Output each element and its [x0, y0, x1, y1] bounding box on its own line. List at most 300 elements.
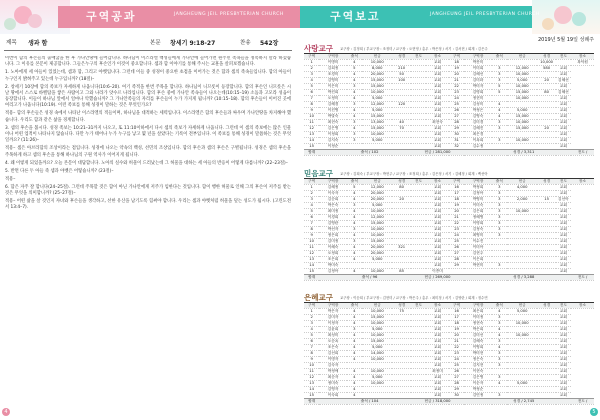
cell-place: 이종미 — [426, 269, 449, 275]
column-header-offering: 헌금 — [507, 54, 538, 60]
cell-leader: 박정은 — [464, 108, 491, 114]
cell-evangelism: 교회 — [556, 363, 571, 369]
cell-place: 교회 — [426, 90, 449, 96]
cell-district: 14 — [304, 138, 319, 144]
cell-leader: 김미경 — [464, 120, 491, 126]
cell-leader: 이정자 — [319, 321, 346, 327]
cell-attendance: 4 — [347, 72, 362, 78]
column-header-district: 구역 — [449, 54, 464, 60]
report-table — [304, 303, 594, 405]
section-header — [304, 293, 594, 303]
column-header-district: 구역 — [449, 303, 464, 309]
cell-evangelism: 교회 — [556, 221, 571, 227]
cell-place: 교회 — [426, 321, 449, 327]
cell-district: 11 — [304, 369, 319, 375]
cell-leader: 김영미 — [319, 78, 346, 84]
cell-place: 최현숙 — [426, 120, 449, 126]
cell-attendance: 4 — [347, 126, 362, 132]
cell-leader: 김희정 — [319, 66, 346, 72]
cell-district: 4 — [304, 78, 319, 84]
cell-place: 교회 — [426, 345, 449, 351]
cell-place: 교회 — [426, 309, 449, 315]
section-header — [304, 44, 594, 54]
total-cell — [464, 275, 491, 281]
cell-place: 교회 — [426, 138, 449, 144]
cell-leader: 이정희 — [319, 132, 346, 138]
cell-place: 교회 — [426, 197, 449, 203]
sermon-paragraph: 적용– — [5, 176, 16, 182]
column-header-offering: 헌금 — [507, 179, 538, 185]
cell-leader: 오정희 — [319, 251, 346, 257]
cell-evangelism: 교회 — [556, 191, 571, 197]
cell-leader: 김혜숙 — [464, 339, 491, 345]
cell-leader: 이은미 — [319, 84, 346, 90]
cell-evangelism: 교회 — [556, 84, 571, 90]
cell-bible: 75 — [392, 309, 410, 315]
cell-bible: 85 — [392, 269, 410, 275]
cell-leader: 김영숙 — [464, 114, 491, 120]
sermon-banner-title: 구역공과 — [86, 10, 137, 23]
cell-leader: 박정순 — [464, 387, 491, 393]
cell-attendance: 3 — [492, 233, 507, 239]
cell-evangelism: 교회 — [556, 369, 571, 375]
cell-district: 19 — [449, 203, 464, 209]
cell-bible: 40 — [392, 120, 410, 126]
cell-district: 22 — [449, 221, 464, 227]
cell-district: 20 — [449, 72, 464, 78]
column-header-place: 장소 — [571, 54, 594, 60]
cell-leader: 김은영 — [319, 126, 346, 132]
cell-place: 교회 — [426, 375, 449, 381]
sermon-paragraph: 6. 함은 자주 잘 합니다(24–25절). 그런데 주목할 것은 함이 아닌 가나안에게 저주가 임한다는 것입니다. 함이 행한 허물로 인해 그의 후손이 저주를 받는 것은 무엇을 의미합니까? (25–27절)– — [5, 184, 291, 196]
cell-attendance: 4 — [347, 96, 362, 102]
cell-leader: 박정애 — [319, 369, 346, 375]
cell-evangelism: 교회 — [556, 315, 571, 321]
cell-attendance: 3 — [347, 120, 362, 126]
cell-evangelism: 교회 — [556, 72, 571, 78]
total-cell — [556, 150, 571, 156]
cell-bible: 580 — [537, 66, 555, 72]
cell-attendance: 4 — [492, 381, 507, 387]
cell-offering: 10,000 — [362, 333, 393, 339]
cell-bible: 20 — [537, 78, 555, 84]
sermon-paragraph: 1. 노아에게 세 아들이 있었는데, 셈과 함, 그리고 야벳입니다. 그런데 이들 중 성경이 중요한 초점을 이어가는 것은 함과 셈의 족속들입니다. 함의 아들이 누구인지 밝혀주고 있는데 누구입니까? (18절)– — [5, 70, 291, 82]
cell-offering: 5,000 — [362, 345, 393, 351]
cell-attendance: 4 — [347, 114, 362, 120]
cell-evangelism: 교회 — [556, 227, 571, 233]
cell-place: 교회 — [426, 315, 449, 321]
cell-district: 29 — [449, 263, 464, 269]
cell-attendance: 3 — [492, 78, 507, 84]
cell-offering: 13,000 — [362, 120, 393, 126]
column-header-bible: 성경 — [537, 179, 555, 185]
cell-attendance: 4 — [347, 351, 362, 357]
cell-leader: 김순희 — [319, 197, 346, 203]
subject-label: 제목 — [6, 40, 17, 46]
cell-district: 23 — [449, 90, 464, 96]
cell-place: 교회 — [426, 78, 449, 84]
cell-district: 10 — [304, 239, 319, 245]
cell-attendance: 3 — [347, 102, 362, 108]
cell-district: 16 — [449, 309, 464, 315]
cell-offering: 14,000 — [362, 351, 393, 357]
cell-offering: 10,000 — [362, 381, 393, 387]
total-cell: 성경 / 3,288 — [492, 275, 556, 281]
cell-offering: 12,000 — [362, 102, 393, 108]
cell-leader: 오순옥 — [319, 339, 346, 345]
cell-leader: 조은숙 — [319, 345, 346, 351]
cell-offering: 5,000 — [507, 381, 538, 387]
cell-leader: 최은경 — [464, 132, 491, 138]
cell-attendance: 3 — [492, 203, 507, 209]
cell-district: 13 — [304, 257, 319, 263]
cell-offering: 8,000 — [362, 66, 393, 72]
cell-evangelism: 교회 — [556, 309, 571, 315]
cell-place: 교회 — [426, 339, 449, 345]
cell-leader: 김정아 — [464, 191, 491, 197]
cell-evangelism: 김선아 — [556, 197, 571, 203]
cell-district: 21 — [449, 215, 464, 221]
cell-leader: 이영희 — [464, 345, 491, 351]
report-table — [304, 179, 594, 281]
cell-bible: 70 — [392, 126, 410, 132]
cell-offering: 12,000 — [362, 215, 393, 221]
cell-district: 13 — [304, 381, 319, 387]
cell-evangelism: 교회 — [556, 239, 571, 245]
cell-district: 26 — [449, 369, 464, 375]
cell-evangelism: 교회 — [556, 251, 571, 257]
total-row — [304, 275, 594, 281]
cell-attendance: 4 — [347, 269, 362, 275]
cell-attendance: 3 — [492, 221, 507, 227]
cell-leader: 김지현 — [464, 363, 491, 369]
column-header-leader: 구역장 — [464, 179, 491, 185]
cell-leader: 박은자 — [319, 309, 346, 315]
column-header-offering: 헌금 — [362, 303, 393, 309]
cell-leader: 정현미 — [464, 96, 491, 102]
column-header-leader: 구역장 — [464, 303, 491, 309]
sermon-paragraph: 3. 셈의 후손을 봅시다. 성경 족보는 10:21–31까지 나오고, 또 11:10이하에서 다시 셈의 족보가 자세하게 나옵니다. 그런데 이 셈의 족보에는 많은 인물이나 어떤 업적이 나타나지 않습니다. 다만 누가 태어나 누가 누구를 낳고 몇 년을 살았다는 기록이 전부입니다. 이 족보를 통해 성경이 말씀하는 것은 무엇일까요? (11:26)– — [5, 125, 291, 144]
cell-district: 8 — [304, 102, 319, 108]
cell-place: 최정미 — [426, 369, 449, 375]
cell-attendance: 4 — [347, 215, 362, 221]
cell-district: 7 — [304, 345, 319, 351]
cell-attendance: 3 — [492, 209, 507, 215]
cell-attendance: 3 — [492, 138, 507, 144]
cell-offering: 15,000 — [507, 114, 538, 120]
cell-district: 30 — [449, 132, 464, 138]
cell-district: 2 — [304, 191, 319, 197]
cell-district: 28 — [449, 120, 464, 126]
column-header-leader: 구역장 — [464, 54, 491, 60]
cell-leader: 이숙희 — [319, 393, 346, 399]
cell-place: 교회 — [426, 144, 449, 150]
cell-attendance: 4 — [347, 221, 362, 227]
cell-attendance: 3 — [492, 227, 507, 233]
cell-district: 21 — [449, 339, 464, 345]
cell-evangelism: 교회 — [556, 114, 571, 120]
cell-evangelism: 교회 — [556, 108, 571, 114]
cell-place: 교회 — [426, 263, 449, 269]
cell-offering: 10,000 — [362, 209, 393, 215]
column-header-district: 구역 — [449, 179, 464, 185]
cell-leader: 이미정 — [464, 315, 491, 321]
total-cell: 합계 — [304, 150, 319, 156]
cell-district: 27 — [449, 251, 464, 257]
cell-district: 25 — [449, 239, 464, 245]
cell-offering: 10,000 — [362, 357, 393, 363]
cell-offering: 20,000 — [362, 245, 393, 251]
cell-district: 22 — [449, 345, 464, 351]
section-officers: 교구장 : 김희숙 / 부교구장 : 박현주 / 교구장 : 조정희 / 총무 : 김은정 / 서기 : 김혜정 / 회계 : 백선아 — [340, 172, 488, 176]
cell-leader: 김혜경 — [319, 102, 346, 108]
cell-evangelism: 교회 — [556, 102, 571, 108]
cell-district: 14 — [304, 387, 319, 393]
cell-district: 9 — [304, 357, 319, 363]
cell-district: 30 — [449, 393, 464, 399]
cell-offering: 10,000 — [507, 321, 538, 327]
cell-bible: 120 — [392, 102, 410, 108]
column-header-offering: 헌금 — [507, 303, 538, 309]
total-cell — [556, 399, 571, 405]
cell-attendance: 3 — [492, 66, 507, 72]
cell-district: 16 — [449, 185, 464, 191]
cell-place: 교회 — [426, 84, 449, 90]
cell-attendance: 3 — [492, 120, 507, 126]
cell-attendance: 4 — [492, 345, 507, 351]
cell-place: 교회 — [426, 72, 449, 78]
cell-leader: 오정미 — [319, 96, 346, 102]
cell-leader: 이미아 — [464, 245, 491, 251]
cell-evangelism: 김혜선 — [556, 90, 571, 96]
cell-place: 복덕원 — [571, 60, 594, 66]
sermon-paragraph: 적용– 함의 후손들은 성경 속에서 나타난 이스라엘의 적들이며, 하나님을 대적하는 세력입니다. 이스라엘은 함의 후손들과 싸우며 가나안땅을 차지해야 했습니다. 우리도 함과 같은 삶을 경계합니다. — [5, 111, 291, 123]
cell-attendance: 3 — [492, 185, 507, 191]
column-header-leader: 구역장 — [319, 179, 346, 185]
cell-leader: 김미자 — [319, 315, 346, 321]
cell-evangelism: 교회 — [556, 126, 571, 132]
report-banner-subtitle: JANGHEUNG JEIL PRESBYTERIAN CHURCH — [430, 12, 540, 17]
cell-leader: 박선자 — [319, 227, 346, 233]
cell-bible: 80 — [392, 185, 410, 191]
cell-bible: 321 — [392, 245, 410, 251]
cell-district: 17 — [449, 315, 464, 321]
column-header-bible: 성경 — [392, 303, 410, 309]
cell-evangelism: 교회 — [556, 233, 571, 239]
cell-offering: 10,000 — [362, 60, 393, 66]
cell-evangelism: 교회 — [556, 209, 571, 215]
sermon-paragraph: 이번이 함의 후손들의 출애굽을 한 후 가나안땅에 들어갑니다. 하나님이 이스라엘 백성들에게 가나안에 들어가면 원주민 족속들을 정복하지 말라 하셨습니다. 그 이유를 본문이 제공합니다. 그들은누구의 후손인가 이것이 중요합니다. 셈과 함 이야기를 통해 주시는 교훈을 살펴보겠습니다. — [5, 56, 291, 68]
cell-leader: 김혜진 — [464, 126, 491, 132]
cell-offering: 15,000 — [507, 126, 538, 132]
cell-evangelism: 교회 — [556, 185, 571, 191]
total-cell: 헌금 / 318,000 — [411, 399, 464, 405]
cell-district: 29 — [449, 126, 464, 132]
cell-district: 18 — [449, 197, 464, 203]
column-header-place: 장소 — [426, 54, 449, 60]
total-cell — [556, 275, 571, 281]
cell-leader: 김은영 — [464, 375, 491, 381]
cell-district: 27 — [449, 375, 464, 381]
cell-leader: 이경희 — [319, 215, 346, 221]
cell-place: 교회 — [426, 251, 449, 257]
cell-place: 교회 — [426, 96, 449, 102]
section-name: 은혜교구 — [304, 293, 333, 302]
cell-leader: 김은희 — [464, 209, 491, 215]
cell-district: 13 — [304, 132, 319, 138]
cell-leader: 정은희 — [319, 233, 346, 239]
cell-leader: 김정아 — [319, 269, 346, 275]
cell-offering: 15,000 — [507, 90, 538, 96]
cell-district: 4 — [304, 327, 319, 333]
total-cell — [319, 275, 346, 281]
total-cell: 헌금 / 269,000 — [411, 275, 464, 281]
cell-district: 28 — [449, 381, 464, 387]
cell-attendance: 4 — [492, 309, 507, 315]
cell-leader: 정현숙 — [464, 321, 491, 327]
cell-district: 6 — [304, 339, 319, 345]
cell-attendance: 4 — [347, 321, 362, 327]
column-header-bible: 성경 — [392, 179, 410, 185]
cell-offering: 10,000 — [507, 120, 538, 126]
cell-district: 1 — [304, 185, 319, 191]
cell-leader: 이현숙 — [464, 369, 491, 375]
cell-attendance: 4 — [347, 345, 362, 351]
cell-offering: 15,000 — [362, 239, 393, 245]
cell-district: 28 — [449, 257, 464, 263]
cell-district: 25 — [449, 363, 464, 369]
cell-evangelism: 교회 — [556, 345, 571, 351]
cell-offering: 20,000 — [362, 72, 393, 78]
total-cell: 전도 / — [571, 150, 594, 156]
cell-place: 교회 — [426, 102, 449, 108]
cell-evangelism: 교회 — [556, 263, 571, 269]
sermon-paragraph: 4. 왜 이렇게 되었을까요? 오늘 본문이 대답합니다. 노아의 실수와 허물이 드러났는데 그 허물을 대하는 세 아들의 반응이 어떻게 다릅니까? (22–23절)– — [5, 160, 288, 166]
cell-evangelism: 교회 — [556, 138, 571, 144]
column-header-attendance: 출석 — [347, 54, 362, 60]
cell-attendance: 4 — [347, 257, 362, 263]
cell-bible: 20 — [537, 126, 555, 132]
cell-place: 교회 — [426, 191, 449, 197]
cell-offering: 15,000 — [362, 114, 393, 120]
cell-leader: 조경미 — [319, 72, 346, 78]
column-header-evangelism: 전도 — [556, 303, 571, 309]
column-header-attendance: 출석 — [347, 303, 362, 309]
cell-offering: 10,000 — [362, 233, 393, 239]
cell-evangelism: 교회 — [556, 245, 571, 251]
cell-leader: 이명자 — [319, 357, 346, 363]
column-header-attendance: 출석 — [492, 303, 507, 309]
cell-attendance: 4 — [492, 102, 507, 108]
cell-district: 23 — [449, 351, 464, 357]
total-cell: 출석 / 96 — [347, 275, 393, 281]
report-date: 2019년 5월 19일 성례주 — [537, 37, 594, 43]
column-header-leader: 구역장 — [319, 303, 346, 309]
cell-leader: 이병미 — [319, 60, 346, 66]
cell-attendance: 4 — [347, 90, 362, 96]
column-header-bible: 성경 — [392, 54, 410, 60]
cell-leader: 김숙자 — [319, 363, 346, 369]
cell-place: 교회 — [426, 185, 449, 191]
cell-leader: 박현미 — [464, 263, 491, 269]
cell-offering: 10,000 — [362, 227, 393, 233]
report-page — [300, 0, 600, 420]
cell-offering: 5,000 — [507, 108, 538, 114]
cell-attendance: 4 — [347, 191, 362, 197]
cell-leader: 박미숙 — [319, 263, 346, 269]
cell-offering: 15,000 — [362, 84, 393, 90]
cell-leader: 김민정 — [464, 393, 491, 399]
cell-district: 9 — [304, 233, 319, 239]
cell-attendance: 3 — [347, 327, 362, 333]
total-cell — [392, 150, 410, 156]
cell-district: 18 — [449, 321, 464, 327]
cell-attendance: 3 — [492, 263, 507, 269]
cell-district: 15 — [304, 144, 319, 150]
section-officers: 교구장 : 이순희 / 부교구장 : 김현미 / 교구장 : 박은주 / 총무 : 최미정 / 서기 : 김영란 / 회계 : 정수연 — [340, 296, 488, 300]
cell-leader: 박미자 — [464, 84, 491, 90]
cell-attendance: 3 — [347, 84, 362, 90]
hymn-label: 찬송 — [240, 40, 251, 46]
cell-attendance: 3 — [492, 191, 507, 197]
cell-offering: 10,000 — [362, 309, 393, 315]
cell-place: 교회 — [426, 393, 449, 399]
cell-district: 11 — [304, 120, 319, 126]
cell-offering: 10,000 — [507, 72, 538, 78]
column-header-evangelism: 전도 — [411, 54, 426, 60]
cell-attendance: 4 — [492, 108, 507, 114]
sermon-banner-subtitle: JANGHEUNG JEIL PRESBYTERIAN CHURCH — [174, 12, 284, 17]
cell-leader: 김혜선 — [464, 72, 491, 78]
cell-attendance: 4 — [347, 245, 362, 251]
cell-place: 교회 — [426, 215, 449, 221]
cell-attendance: 3 — [347, 132, 362, 138]
cell-offering: 5,000 — [362, 203, 393, 209]
cell-attendance: 3 — [347, 239, 362, 245]
cell-leader: 이진영 — [319, 108, 346, 114]
cell-leader: 김수정 — [464, 144, 491, 150]
cell-leader: 박정희 — [464, 185, 491, 191]
cell-evangelism: 교회 — [556, 387, 571, 393]
cell-bible: 100 — [392, 78, 410, 84]
cell-attendance: 3 — [492, 357, 507, 363]
cell-place: 교회 — [426, 381, 449, 387]
sermon-text — [5, 56, 291, 402]
cell-attendance: 3 — [492, 72, 507, 78]
cell-district: 2 — [304, 315, 319, 321]
cell-attendance: 4 — [347, 209, 362, 215]
cell-bible: 80 — [537, 90, 555, 96]
cell-place: 교회 — [426, 132, 449, 138]
cell-evangelism: 교회 — [556, 381, 571, 387]
sermon-paragraph: 5. 반면 다른 두 아들 즉 셈과 야벳은 어떻습니까? (23절)– — [5, 168, 114, 174]
column-header-district: 구역 — [304, 179, 319, 185]
cell-district: 19 — [449, 66, 464, 72]
cell-district: 12 — [304, 375, 319, 381]
cell-district: 14 — [304, 263, 319, 269]
scripture-label: 본문 — [150, 40, 161, 46]
cell-leader: 박말숙 — [319, 114, 346, 120]
cell-leader: 조은희 — [319, 257, 346, 263]
cell-bible: 20 — [392, 197, 410, 203]
cell-offering: 4,000 — [507, 185, 538, 191]
cell-district: 15 — [304, 393, 319, 399]
cell-evangelism: 교회 — [556, 333, 571, 339]
total-cell — [392, 399, 410, 405]
cell-leader: 김정숙 — [464, 227, 491, 233]
cell-attendance: 3 — [492, 126, 507, 132]
cell-evangelism: 교회 — [556, 144, 571, 150]
